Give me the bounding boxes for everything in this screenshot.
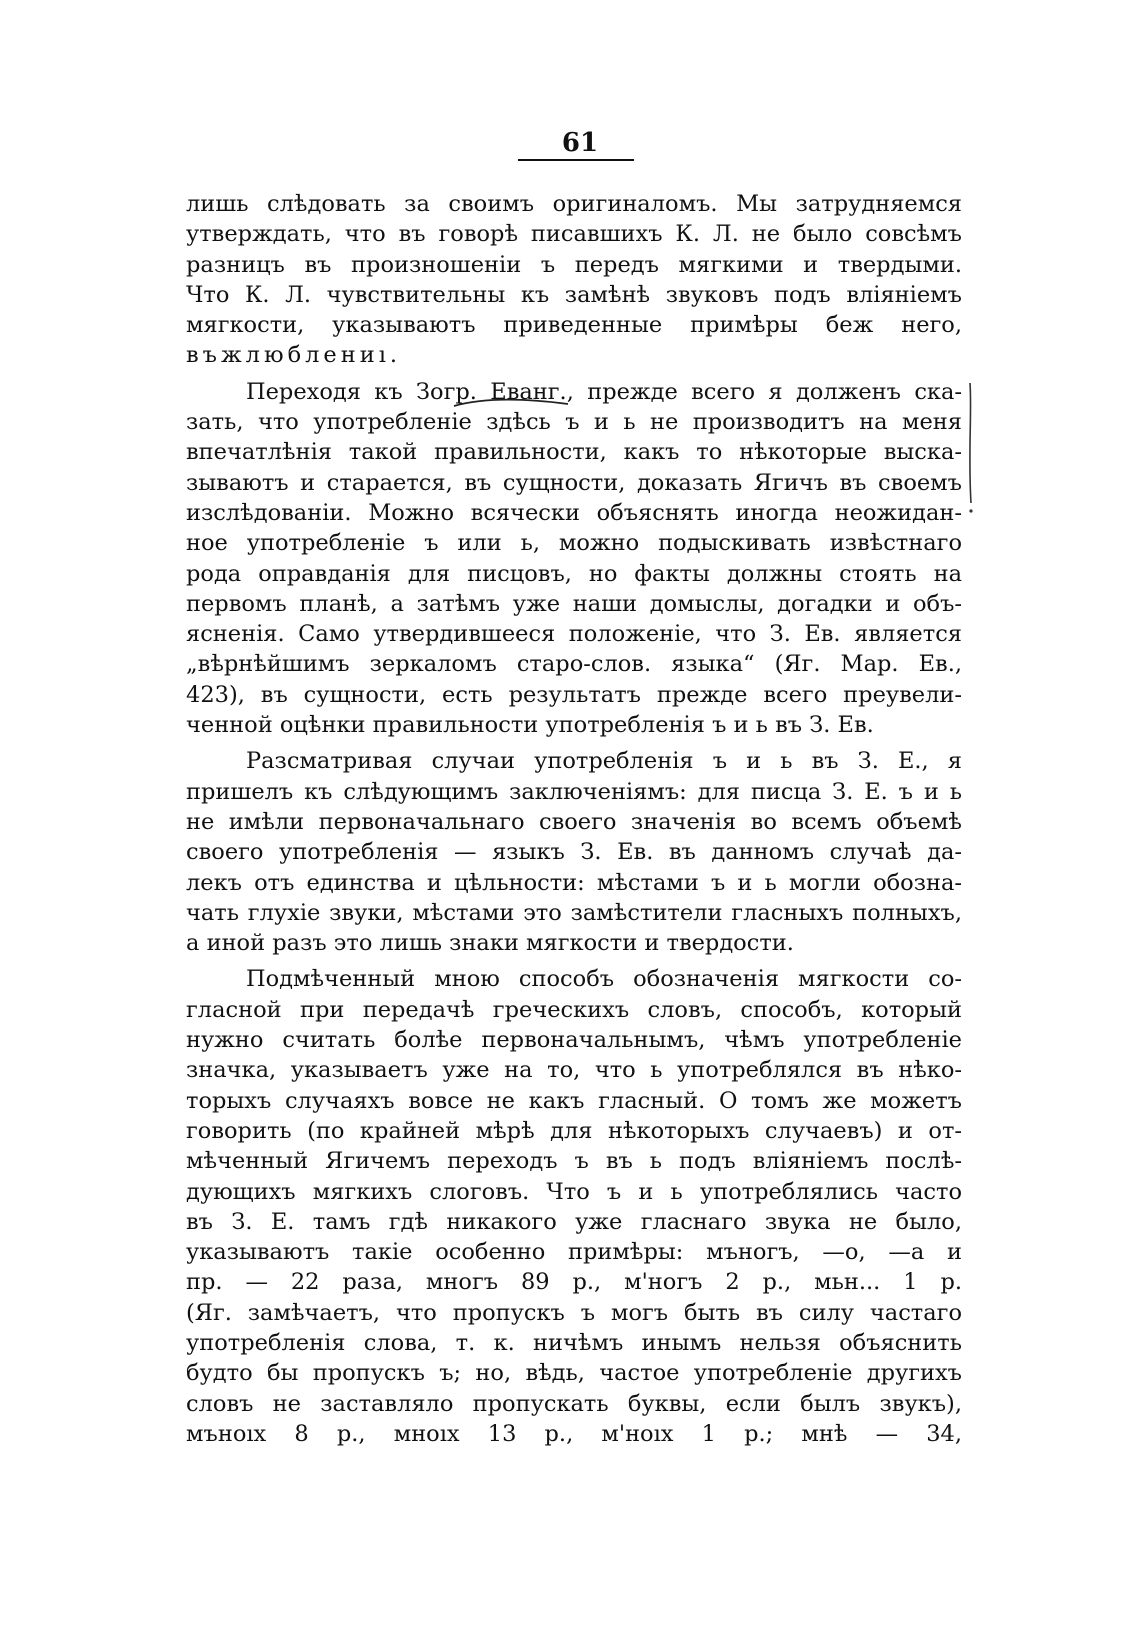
text-line: зать, что употребленіе здѣсь ъ и ь не производитъ на меня [186,409,962,436]
text-line: мѣченный Ягичемъ переходъ ъ въ ь подъ вліяніемъ послѣ- [186,1148,962,1175]
text-line: а иной разъ это лишь знаки мягкости и твердости. [186,930,794,957]
text-line: Переходя къ Зогр. Еванг., прежде всего я долженъ ска- [246,378,962,405]
text-line: пришелъ къ слѣдующимъ заключеніямъ: для писца З. Е. ъ и ь [186,778,962,805]
text-line: чать глухіе звуки, мѣстами это замѣстители гласныхъ полныхъ, [186,899,962,926]
text-line: впечатлѣнія такой правильности, какъ то нѣкоторые выска- [186,439,962,466]
text-line: словъ не заставляло пропускать буквы, если былъ звукъ), [186,1390,962,1417]
text-line: рода оправданія для писцовъ, но факты должны стоять на [186,560,962,587]
text-line: утверждать, что въ говорѣ писавшихъ К. Л. не было совсѣмъ [186,221,962,248]
text-line: будто бы пропускъ ъ; но, вѣдь, частое употребленіе другихъ [186,1360,962,1387]
text-line: „вѣрнѣйшимъ зеркаломъ старо-слов. языка“ (Яг. Мар. Ев., [186,651,962,678]
text-line: указываютъ такіе особенно примѣры: мъногъ, —о, —а и [186,1239,962,1266]
text-line: гласной при передачѣ греческихъ словъ, способъ, который [186,996,962,1023]
text-line: торыхъ случаяхъ вовсе не какъ гласный. О томъ же можетъ [186,1087,962,1114]
text-line: говорить (по крайней мѣрѣ для нѣкоторыхъ случаевъ) и от- [186,1117,962,1144]
text-line: ченной оцѣнки правильности употребленія ъ и ь въ З. Ев. [186,712,874,739]
paragraph [186,964,962,1449]
text-line: въ З. Е. тамъ гдѣ никакого уже гласнаго звука не было, [186,1208,962,1235]
text-line: лишь слѣдовать за своимъ оригиналомъ. Мы затрудняемся [186,191,962,217]
text-line: употребленія слова, т. к. ничѣмъ инымъ нельзя объяснить [186,1329,962,1356]
text-line: своего употребленія — языкъ З. Ев. въ данномъ случаѣ да- [186,839,962,866]
text-line: лекъ отъ единства и цѣльности: мѣстами ъ и ь могли обозна- [186,869,962,896]
text-line: нужно считать болѣе первоначальнымъ, чѣмъ употребленіе [186,1027,962,1054]
body-text [186,189,962,1449]
text-line: 423), въ сущности, есть результатъ прежде всего преувели- [186,681,962,708]
page-number-rule [518,159,634,161]
text-line: первомъ планѣ, а затѣмъ уже наши домыслы, догадки и объ- [186,590,962,617]
text-line: (Яг. замѣчаетъ, что пропускъ ъ могъ быть въ силу частаго [186,1299,962,1326]
text-line: разницъ въ произношеніи ъ передъ мягкими и твердыми. [186,251,962,278]
text-line: зываютъ и старается, въ сущности, доказать Ягичъ въ своемъ [186,469,962,496]
text-line: Что К. Л. чувствительны къ замѣнѣ звуковъ подъ вліяніемъ [186,281,962,308]
text-line: Разсматривая случаи употребленія ъ и ь въ З. Е., я [246,748,962,775]
text-line: мъноıх 8 р., мноıх 13 р., м'ноıх 1 р.; мнѣ — 34, [186,1420,962,1447]
paragraph [186,377,962,741]
text-line: не имѣли первоначальнаго своего значенія во всемъ объемѣ [186,808,962,835]
text-line: ясненія. Само утвердившееся положеніе, что З. Ев. является [186,621,962,648]
text-line: Подмѣченный мною способъ обозначенія мягкости со- [246,966,962,993]
page-number: 61 [561,128,599,158]
paragraph [186,189,962,371]
text-line: пр. — 22 раза, многъ 89 р., м'ногъ 2 р., мьн... 1 р. [186,1269,962,1296]
text-line: ное употребленіе ъ или ь, можно подыскивать извѣстнаго [186,530,962,557]
text-line: мягкости, указываютъ приведенные примѣры беж него, [186,312,962,339]
text-line: значка, указываетъ уже на то, что ь употреблялся въ нѣко- [186,1057,962,1084]
paragraph [186,746,962,958]
margin-pencil-line [966,383,974,515]
text-line: изслѣдованіи. Можно всячески объяснять иногда неожидан- [186,499,962,526]
text-line: дующихъ мягкихъ слоговъ. Что ъ и ь употреблялись часто [186,1178,962,1205]
text-line: въжлюблениı. [186,342,402,369]
